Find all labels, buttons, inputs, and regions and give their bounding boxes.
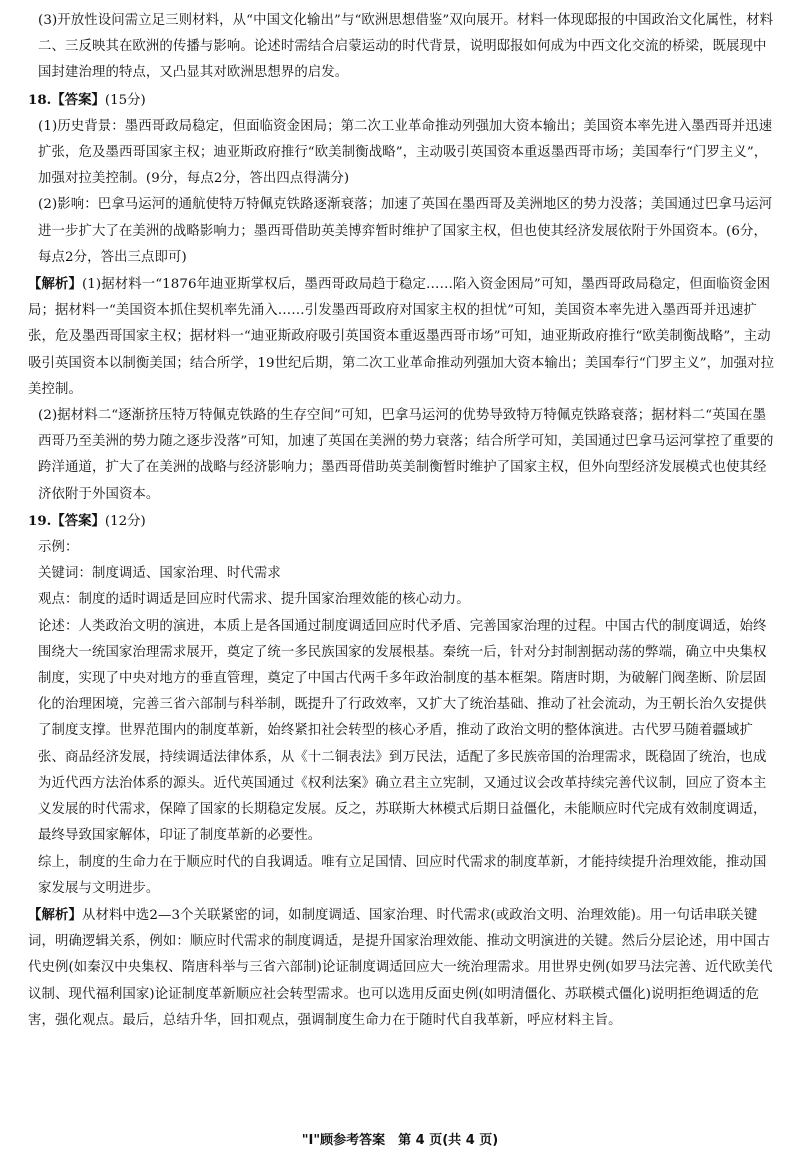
q19-viewpoint: 观点：制度的适时调适是回应时代需求、提升国家治理效能的核心动力。 — [38, 592, 470, 608]
q19-number: 19. — [28, 512, 52, 529]
q19-heading — [28, 508, 776, 535]
q19-example: 示例： — [38, 540, 79, 556]
q18-answer-label: 【答案】 — [51, 91, 105, 108]
q18-analysis-2: (2)据材料二“逐渐挤压特万特佩克铁路的生存空间”可知，巴拿马运河的优势导致特万特佩克铁路衰落；据材料二“英国在墨西哥乃至美洲的势力随之逐步没落”可知，加速了英国在美洲的势力衰落；结合所学可知，美国通过巴拿马运河掌控了重要的跨洋通道，扩大了在美洲的战略与经济影响力；墨西哥借助英美制衡暂时维护了国家主权，但外向型经济发展模式也使其经济依附于外国资本。 — [38, 408, 774, 502]
q19-analysis-text: 从材料中选2—3个关联紧密的词，如制度调适、国家治理、时代需求(或政治文明、治理效能)。用一句话串联关键词，明确逻辑关系，例如：顺应时代需求的制度调适，是提升国家治理效能、推动文明演进的关键。然后分层论述，用中国古代史例(如秦汉中央集权、隋唐科举与三省六部制)论证制度调适回应大一统治理需求。用世界史例(如罗马法完善、近代欧美代议制、现代福利国家)论证制度革新顺应社会转型需求。也可以选用反面史例(如明清僵化、苏联模式僵化)说明拒绝调适的危害，强化观点。最后，总结升华，回扣观点，强调制度生命力在于随时代自我革新，呼应材料主旨。 — [28, 907, 773, 1028]
q19-answer-label: 【答案】 — [51, 512, 105, 529]
q18-analysis-1 — [28, 271, 776, 403]
q19-summary: 综上，制度的生命力在于顺应时代的自我调适。唯有立足国情、回应时代需求的制度革新，才能持续提升治理效能，推动国家发展与文明进步。 — [38, 854, 767, 896]
q18-answer-2: (2)影响：巴拿马运河的通航使特万特佩克铁路逐渐衰落；加速了英国在墨西哥及美洲地区的势力没落；美国通过巴拿马运河进一步扩大了在美洲的战略影响力；墨西哥借助英美博弈暂时维护了国家主权，但也使其经济发展依附于外国资本。(6分，每点2分，答出三点即可) — [38, 197, 773, 265]
q18-analysis-1-text: (1)据材料一“1876年迪亚斯掌权后，墨西哥政局趋于稳定……陷入资金困局”可知，墨西哥政局稳定，但面临资金困局；据材料一“美国资本抓住契机率先涌入……引发墨西哥政府对国家主权的担忧”可知，美国资本率先进入墨西哥并迅速扩张，危及墨西哥国家主权；据材料一“迪亚斯政府吸引英国资本重返墨西哥市场”可知，迪亚斯政府推行“欧美制衡战略”，主动吸引英国资本以制衡美国；结合所学，19世纪后期，第二次工业革命推动列强加大资本输出；美国奉行“门罗主义”，加强对拉美控制。 — [28, 277, 775, 397]
q18-analysis-label: 【解析】 — [28, 276, 82, 293]
q19-argument: 论述：人类政治文明的演进，本质上是各国通过制度调适回应时代矛盾、完善国家治理的过程。中国古代的制度调适，始终围绕大一统国家治理需求展开，奠定了统一多民族国家的发展根基。秦统一后，针对分封制割据动荡的弊端，确立中央集权制度，实现了中央对地方的垂直管理，奠定了中国古代两千多年政治制度的基本框架。隋唐时期，为破解门阀垄断、阶层固化的治理困境，完善三省六部制与科举制，既提升了行政效率，又扩大了统治基础、推动了社会流动，为王朝长治久安提供了制度支撑。世界范围内的制度革新，始终紧扣社会转型的核心矛盾，推动了政治文明的整体演进。古代罗马随着疆域扩张、商品经济发展，持续调适法律体系，从《十二铜表法》到万民法，适配了多民族帝国的治理需求，既稳固了统治，也成为近代西方法治体系的源头。近代英国通过《权利法案》确立君主立宪制，又通过议会改革持续完善代议制，回应了资本主义发展的时代需求，保障了国家的长期稳定发展。反之，苏联斯大林模式后期日益僵化，未能顺应时代完成有效制度调适，最终导致国家解体，印证了制度革新的必要性。 — [38, 618, 767, 844]
q19-analysis-label: 【解析】 — [28, 906, 82, 923]
q19-analysis — [28, 902, 776, 1034]
page-footer: "I"顾参考答案 第 4 页(共 4 页) — [301, 1133, 499, 1148]
q18-answer-1: (1)历史背景：墨西哥政局稳定，但面临资金困局；第二次工业革命推动列强加大资本输出；美国资本率先进入墨西哥并迅速扩张，危及墨西哥国家主权；迪亚斯政府推行“欧美制衡战略”，主动吸引英国资本重返墨西哥市场；美国奉行“门罗主义”，加强对拉美控制。(9分，每点2分，答出四点得满分) — [38, 118, 773, 187]
q18-heading — [28, 87, 776, 114]
q17-part3-paragraph: (3)开放性设问需立足三则材料，从“中国文化输出”与“欧洲思想借鉴”双向展开。材料一体现邸报的中国政治文化属性，材料二、三反映其在欧洲的传播与影响。论述时需结合启蒙运动的时代背景，说明邸报如何成为中西文化交流的桥梁，既展现中国封建治理的特点，又凸显其对欧洲思想界的启发。 — [38, 13, 774, 81]
q19-score: (12分) — [104, 513, 146, 529]
page-content — [28, 8, 776, 1034]
q19-keywords: 关键词：制度调适、国家治理、时代需求 — [38, 566, 281, 582]
q18-score: (15分) — [104, 92, 146, 108]
q18-number: 18. — [28, 91, 52, 108]
